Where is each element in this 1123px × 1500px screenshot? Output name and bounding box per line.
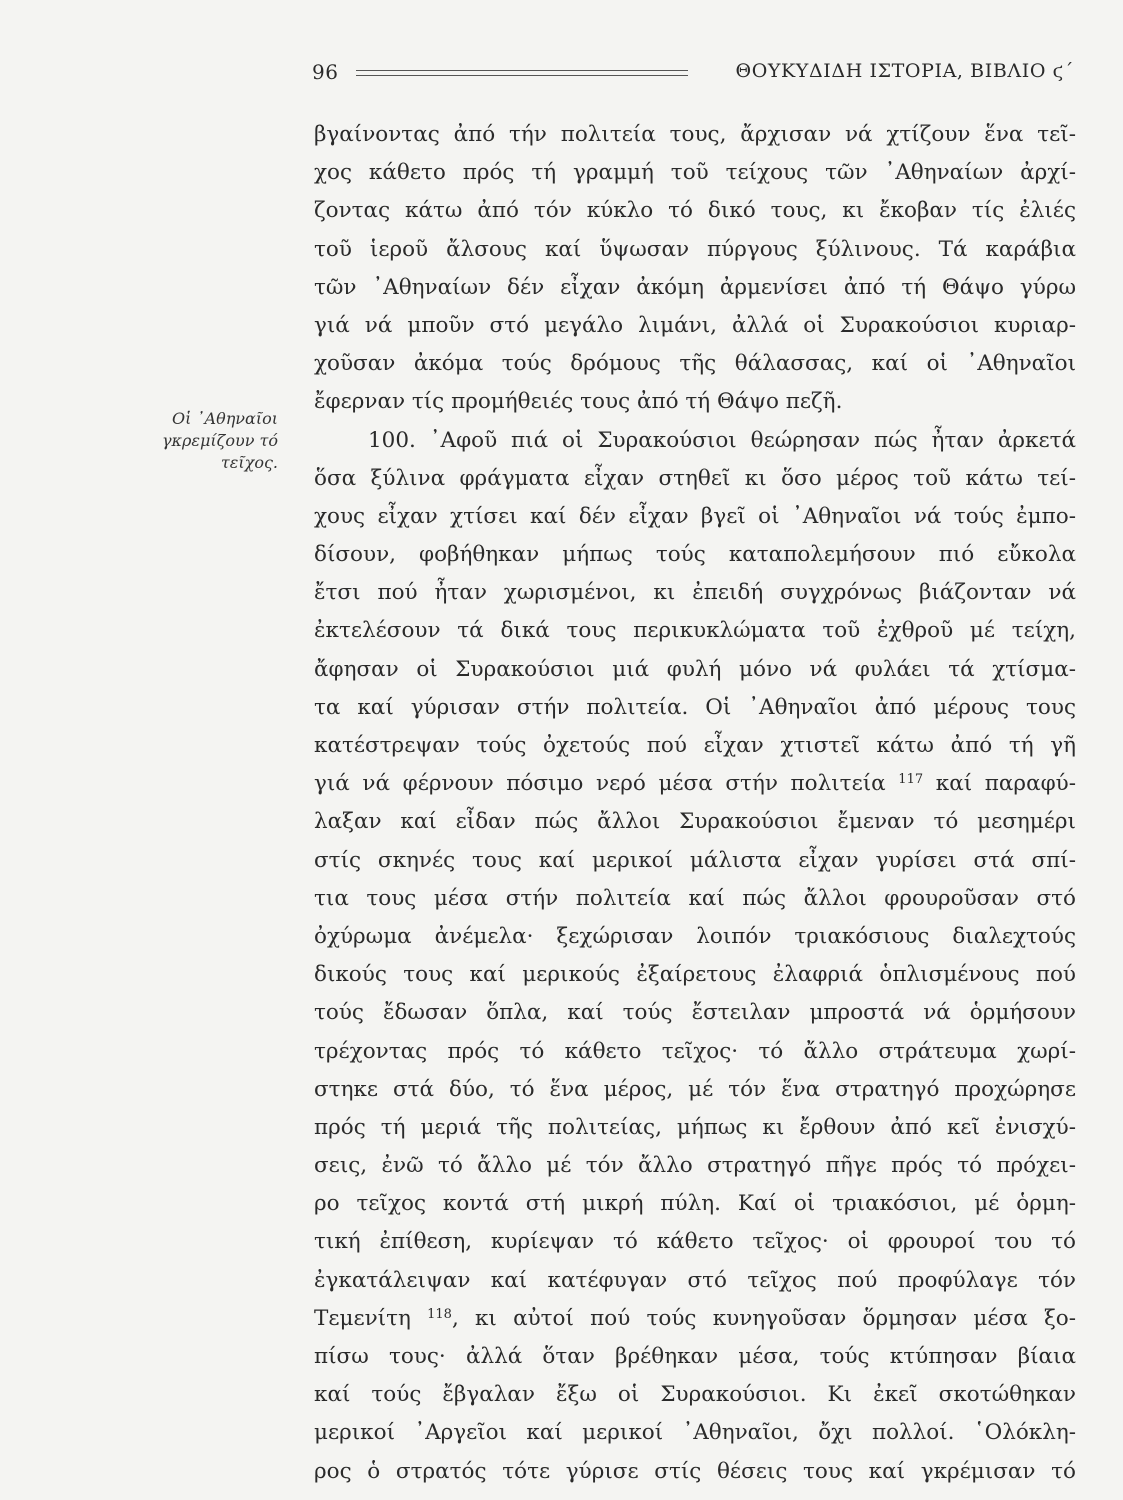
running-title: ΘΟΥΚΥΔΙΔΗ ΙΣΤΟΡΙΑ, ΒΙΒΛΙΟ ϛ΄ [735, 60, 1074, 82]
text-line: λαξαν καί εἶδαν πώς ἄλλοι Συρακούσιοι ἔμεναν τό μεσημέρι [314, 809, 1076, 835]
text-line: τῶν ᾿Αθηναίων δέν εἶχαν ἀκόμη ἀρμενίσει ἀπό τή Θάψο γύρω [314, 274, 1076, 300]
text-line: ἐκτελέσουν τά δικά τους περικυκλώματα τοῦ ἐχθροῦ μέ τείχη, [314, 618, 1076, 644]
footnote-ref-117[interactable]: 117 [898, 772, 924, 788]
text-line: ἔτσι πού ἦταν χωρισμένοι, κι ἐπειδή συγχρόνως βιάζονταν νά [314, 580, 1076, 606]
text-segment: γιά νά φέρνουν πόσιμο νερό μέσα στήν πολιτεία [314, 771, 886, 797]
text-line: βγαίνοντας ἀπό τήν πολιτεία τους, ἄρχισαν νά χτίζουν ἕνα τεῖ- [314, 122, 1076, 147]
text-line: στηκε στά δύο, τό ἕνα μέρος, μέ τόν ἕνα στρατηγό προχώρησε [314, 1076, 1076, 1102]
text-line: χος κάθετο πρός τή γραμμή τοῦ τείχους τῶν ᾿Αθηναίων ἀρχί- [314, 160, 1076, 186]
margin-note-line: γκρεμίζουν τό [161, 431, 278, 450]
text-line: τική ἐπίθεση, κυρίεψαν τό κάθετο τεῖχος· οἱ φρουροί του τό [314, 1229, 1076, 1255]
text-line-with-footnote [314, 765, 1076, 803]
text-line: ρος ὁ στρατός τότε γύρισε στίς θέσεις τους καί γκρέμισαν τό [314, 1458, 1076, 1484]
text-line: κατέστρεψαν τούς ὀχετούς πού εἶχαν χτιστεῖ κάτω ἀπό τή γῆ [314, 733, 1076, 758]
text-line: ρο τεῖχος κοντά στή μικρή πύλη. Καί οἱ τριακόσιοι, μέ ὁρμη- [314, 1191, 1076, 1217]
text-line: στίς σκηνές τους καί μερικοί μάλιστα εἶχαν γυρίσει στά σπί- [314, 847, 1076, 873]
text-line: χοῦσαν ἀκόμα τούς δρόμους τῆς θάλασσας, καί οἱ ᾿Αθηναῖοι [314, 351, 1076, 377]
header-rule [356, 70, 688, 76]
text-line: χους εἶχαν χτίσει καί δέν εἶχαν βγεῖ οἱ ᾿Αθηναῖοι νά τούς ἐμπο- [314, 503, 1076, 529]
text-line: τούς ἔδωσαν ὅπλα, καί τούς ἔστειλαν μπροστά νά ὁρμήσουν [314, 1000, 1076, 1026]
text-line: τοῦ ἱεροῦ ἄλσους καί ὕψωσαν πύργους ξύλινους. Τά καράβια [314, 236, 1076, 262]
text-line: ζοντας κάτω ἀπό τόν κύκλο τό δικό τους, κι ἔκοβαν τίς ἐλιές [314, 198, 1076, 224]
text-line: καί τούς ἔβγαλαν ἔξω οἱ Συρακούσιοι. Κι ἐκεῖ σκοτώθηκαν [314, 1382, 1076, 1408]
text-line: μερικοί ᾿Αργεῖοι καί μερικοί ᾿Αθηναῖοι, ὄχι πολλοί. ῾Ολόκλη- [314, 1420, 1076, 1446]
text-line: τα καί γύρισαν στήν πολιτεία. Οἱ ᾿Αθηναῖοι ἀπό μέρους τους [314, 694, 1076, 720]
margin-note-line: Οἱ ᾿Αθηναῖοι [172, 409, 278, 428]
text-line: σεις, ἐνῶ τό ἄλλο μέ τόν ἄλλο στρατηγό πῆγε πρός τό πρόχει- [314, 1153, 1076, 1179]
text-line: ἄφησαν οἱ Συρακούσιοι μιά φυλή μόνο νά φυλάει τά χτίσμα- [314, 656, 1076, 682]
text-line: δικούς τους καί μερικούς ἐξαίρετους ἐλαφριά ὁπλισμένους πού [314, 962, 1076, 988]
footnote-ref-118[interactable]: 118 [427, 1306, 452, 1322]
text-line: δίσουν, φοβήθηκαν μήπως τούς καταπολεμήσουν πιό εὔκολα [314, 542, 1076, 568]
text-line-with-footnote [314, 1300, 1076, 1338]
text-line: ὅσα ξύλινα φράγματα εἶχαν στηθεῖ κι ὅσο μέρος τοῦ κάτω τεί- [314, 465, 1076, 491]
page-header [312, 60, 1074, 90]
text-line: πίσω τους· ἀλλά ὅταν βρέθηκαν μέσα, τούς κτύπησαν βίαια [314, 1344, 1076, 1369]
margin-note-line: τεῖχος. [220, 453, 278, 472]
text-line: ἐγκατάλειψαν καί κατέφυγαν στό τεῖχος πού προφύλαγε τόν [314, 1267, 1076, 1293]
body-text [314, 116, 1076, 1491]
text-segment: καί παραφύ- [923, 771, 1076, 797]
text-segment: Τεμενίτη [314, 1305, 411, 1331]
text-line: ἔφερναν τίς προμήθειές τους ἀπό τή Θάψο πεζῆ. [314, 389, 843, 415]
text-line: γιά νά μποῦν στό μεγάλο λιμάνι, ἀλλά οἱ Συρακούσιοι κυριαρ- [314, 312, 1076, 338]
text-line: ὀχύρωμα ἀνέμελα· ξεχώρισαν λοιπόν τριακόσιους διαλεχτούς [314, 923, 1076, 949]
text-segment: , κι αὐτοί πού τούς κυνηγοῦσαν ὅρμησαν μέσα ξο- [451, 1305, 1076, 1331]
text-line: τρέχοντας πρός τό κάθετο τεῖχος· τό ἄλλο στράτευμα χωρί- [314, 1038, 1076, 1064]
margin-note [120, 408, 278, 474]
page-number: 96 [312, 60, 339, 84]
paragraph-start-line: 100. ᾿Αφοῦ πιά οἱ Συρακούσιοι θεώρησαν πώς ἦταν ἀρκετά [368, 427, 1076, 453]
text-line: τια τους μέσα στήν πολιτεία καί πώς ἄλλοι φρουροῦσαν στό [314, 885, 1076, 911]
text-line: πρός τή μεριά τῆς πολιτείας, μήπως κι ἔρθουν ἀπό κεῖ ἐνισχύ- [314, 1114, 1076, 1140]
